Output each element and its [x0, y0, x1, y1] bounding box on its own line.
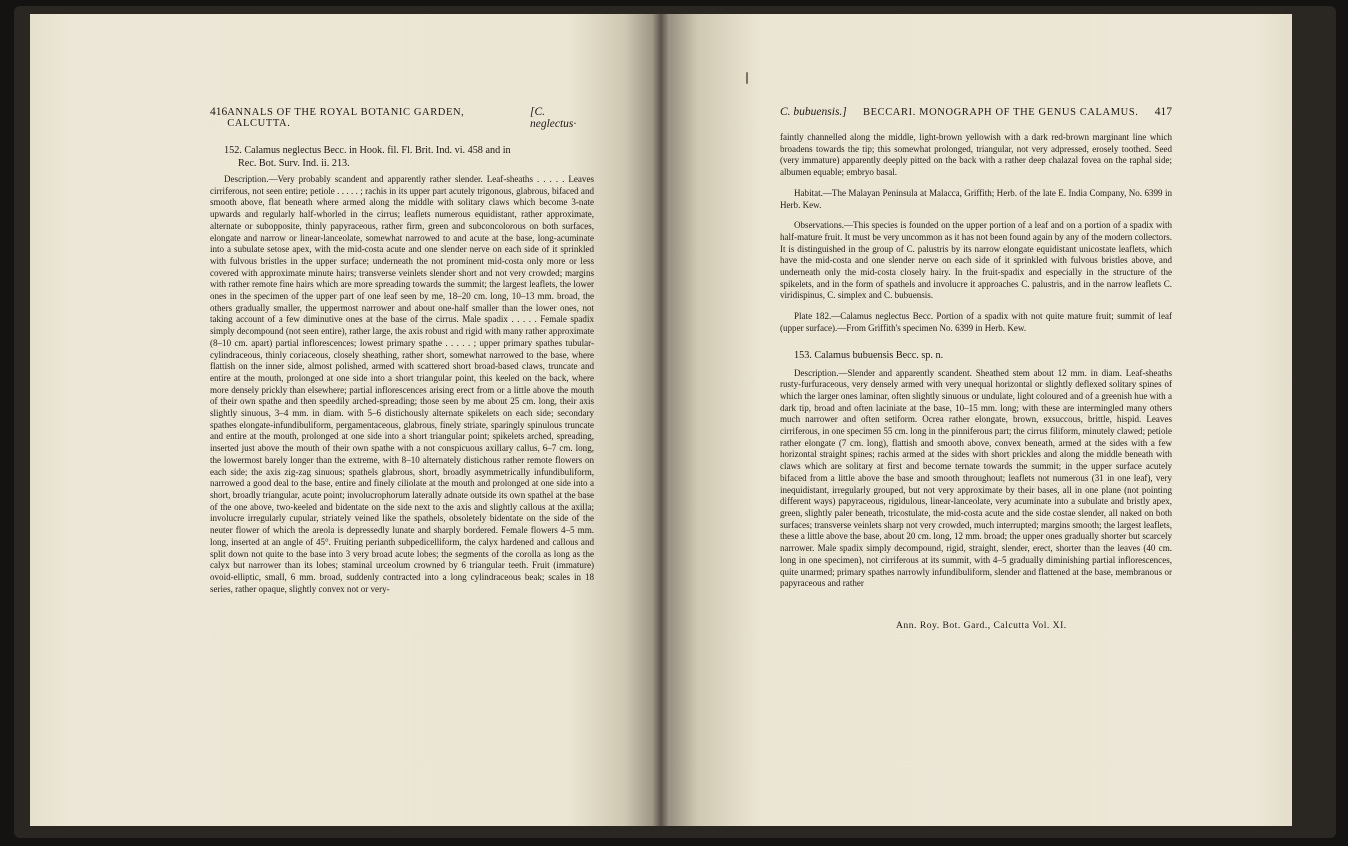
left-running-tag: [C. neglectus· [529, 106, 577, 130]
page-footer: Ann. Roy. Bot. Gard., Calcutta Vol. XI. [896, 619, 1067, 631]
species-153-description: Description.—Slender and apparently scandent. Sheathed stem about 12 mm. in diam. Leaf-sheaths rusty-furfuraceous, very densely armed with very unequal horizontal or slightly deflexed solitary spines of which the larger ones laminar, often slightly sinuous or undulate, light coloured and of a greenish hue with a dark tip, broad and often laciniate at the base, 10–15 mm. long; with these are intermingled many others much narrower and often setiform. Ocrea rather elongate, brown, exsuccous, brittle, hispid. Leaves cirriferous, in one specimen 55 cm. long in the pinniferous part; the cirrus filiform, minutely clawed; petiole rather elongate (7 cm. long), flattish and smooth above, convex beneath, armed at the sides with a few horizontal straight spines; rachis armed at the sides with short prickles and along the middle beneath with claws which are solitary at first and become ternate towards the summit; in the upper surface acutely bifaced from a little above the base and smooth throughout; leaflets not numerous (31 in one leaf), very inequidistant, irregularly grouped, but not very approximate by their bases, all in one plane (not pointing different ways) papyraceous, rigidulous, linear-lanceolate, very acuminate into a subulate and bristly apex, green, slightly paler beneath, tricostulate, the mid-costa acute and the side costae slender, all naked on both surfaces; transverse veinlets sharp not very crowded, much interrupted; margins smooth; the largest leaflets, these a little above the base, about 20 cm. long, 12 mm. broad; the upper ones gradually shorter but scarcely narrower. Male spadix simply decompound, rigid, straight, slender, erect, shorter than the leaves (40 cm. long in one specimen), not cirriferous at its summit, with 4–5 gradually diminishing partial inflorescences, quite unarmed; primary spathes narrowly infundibuliform, slender and flattened at the base, membranous or papyraceous and rather [780, 367, 1172, 589]
left-running-title: ANNALS OF THE ROYAL BOTANIC GARDEN, CALCUTTA. [227, 107, 465, 129]
right-running-head [780, 106, 1172, 118]
page-blemish [746, 72, 748, 84]
species-152-habitat: Habitat.—The Malayan Peninsula at Malacca, Griffith; Herb. of the late E. India Company, No. 6399 in Herb. Kew. [780, 187, 1172, 210]
right-page-number: 417 [1154, 106, 1172, 118]
species-152-heading [210, 144, 594, 170]
plate-182-caption: Plate 182.—Calamus neglectus Becc. Portion of a spadix with not quite mature fruit; summit of leaf (upper surface).—From Griffith's specimen No. 6399 in Herb. Kew. [780, 311, 1172, 333]
left-page-number: 416 [210, 106, 228, 118]
right-page [660, 14, 1292, 826]
right-running-tag: C. bubuensis.] [780, 106, 847, 118]
species-153-heading: 153. Calamus bubuensis Becc. sp. n. [794, 349, 944, 361]
right-running-title: BECCARI. MONOGRAPH OF THE GENUS CALAMUS. [862, 107, 1139, 118]
right-page-content [780, 106, 1172, 631]
species-152-continuation: faintly channelled along the middle, light-brown yellowish with a dark red-brown marginant line which broadens towards the tip; this somewhat prolonged, triangular, not very adpressed, erosely toothed. Seed (very immature) apparently deeply pitted on the back with a rather deep chalazal fovea on the raphal side; albumen equable; embryo basal. [780, 132, 1172, 178]
species-152-heading-line2: Rec. Bot. Surv. Ind. ii. 213. [238, 158, 350, 169]
left-page-content [210, 106, 594, 595]
species-152-observations: Observations.—This species is founded on the upper portion of a leaf and on a portion of a spadix with half-mature fruit. It must be very uncommon as it has not been found again by any of the modern collectors. It is distinguished in the group of C. palustris by its narrow elongate equidistant unicostate leaflets, which have the mid-costa and one slender nerve on each side of it sprinkled with fulvous bristles above, and underneath only the mid-costa closely hairy. In the fruit-spadix and especially in the structure of the spikelets, and in the form of spathels and involucre it approaches C. palustris, and in the narrow leaflets C. viridispinus, C. simplex and C. bubuensis. [780, 220, 1172, 301]
left-running-head [210, 106, 594, 130]
species-152-heading-line1: 152. Calamus neglectus Becc. in Hook. fil. Fl. Brit. Ind. vi. 458 and in [224, 145, 511, 156]
left-page [30, 14, 662, 826]
species-152-description: Description.—Very probably scandent and apparently rather slender. Leaf-sheaths . . . . . Leaves cirriferous, not seen entire; petiole . . . . . ; rachis in its upper part acutely trigonous, glabrous, bifaced and smooth above, flat beneath where armed along the middle with solitary claws which become 3-nate upwards and regularly half-whorled in the cirrus; leaflets numerous equidistant, rather approximate, alternate or subopposite, thinly papyraceous, rather firm, green and subconcolorous on both surfaces, elongate and narrow or linear-lanceolate, somewhat narrowed to and acute at the base, long-acuminate into a subulate setose apex, with the mid-costa acute and one slender nerve on each side of it sprinkled with fulvous bristles in the upper surface; underneath the not prominent mid-costa only more or less covered with approximate minute hairs; transverse veinlets slender short and not very crowded; margins with rather remote fine hairs which are more spreading towards the summit; the largest leaflets, the lower ones in the specimen of the upper part of one leaf seen by me, 18–20 cm. long, 10–13 mm. broad, the others gradually smaller, the uppermost narrower and about one-half smaller than the lower ones, not taking account of a few diminutive ones at the base of the cirrus. Male spadix . . . . . Female spadix simply decompound (not seen entire), rather large, the axis robust and rigid with many rather approximate (8–10 cm. apart) partial inflorescences; lowest primary spathe . . . . . ; upper primary spathes tubular-cylindraceous, thinly coriaceous, closely sheathing, rather short, somewhat narrowed to the base, where flattish on the inner side, almost polished, armed with scattered short broad-based claws, truncate and entire at the mouth, prolonged at one side into a short triangular point, this keeled on the back, where more densely prickly than elsewhere; partial inflorescences arising erect from or a little above the mouth of their own spathe and then speedily arched-spreading; those seen by me about 25 cm. long, their axis slightly sinuous, 3–4 mm. in diam. with 5–6 distichously alternate spikelets on each side; secondary spathes elongate-infundibuliform, pergamentaceous, glabrous, finely striate, sparingly spinulous truncate and entire at the mouth, prolonged at one side into a short triangular point; spikelets arched, spreading, inserted just above the mouth of their own spathe with a not conspicuous axillary callus, 6–7 cm. long, the lowermost barely longer than the extreme, with 8–10 alternately distichous rather remote flowers on each side; the axis zig-zag sinuous; spathels glabrous, short, broadly asymmetrically infundibuliform, narrowed a good deal to the base, entire and finely ciliolate at the mouth and prolonged at one side into a short, broadly triangular, acute point; involucrophorum laterally adnate outside its own spathel at the base of the one above, two-keeled and bidentate on the side next to the axis and slightly callous at the axilla; involucre irregularly cupular, striately veined like the spathels, obsoletely bidentate on the side of the neuter flower of which the areola is depressedly lunate and sharply bordered. Female flowers 4–5 mm. long, inserted at an angle of 45°. Fruiting perianth subpedicelliform, the calyx hardened and callous and split down not quite to the base into 3 very broad acute lobes; the segments of the corolla as long as the calyx but narrower than its lobes; staminal urceolum crowned by 6 triangular teeth. Fruit (immature) ovoid-elliptic, small, 6 mm. broad, suddenly contracted into a long cylindraceous beak; scales in 18 series, rather opaque, slightly convex not or very- [210, 174, 594, 594]
book-gutter [652, 14, 670, 826]
